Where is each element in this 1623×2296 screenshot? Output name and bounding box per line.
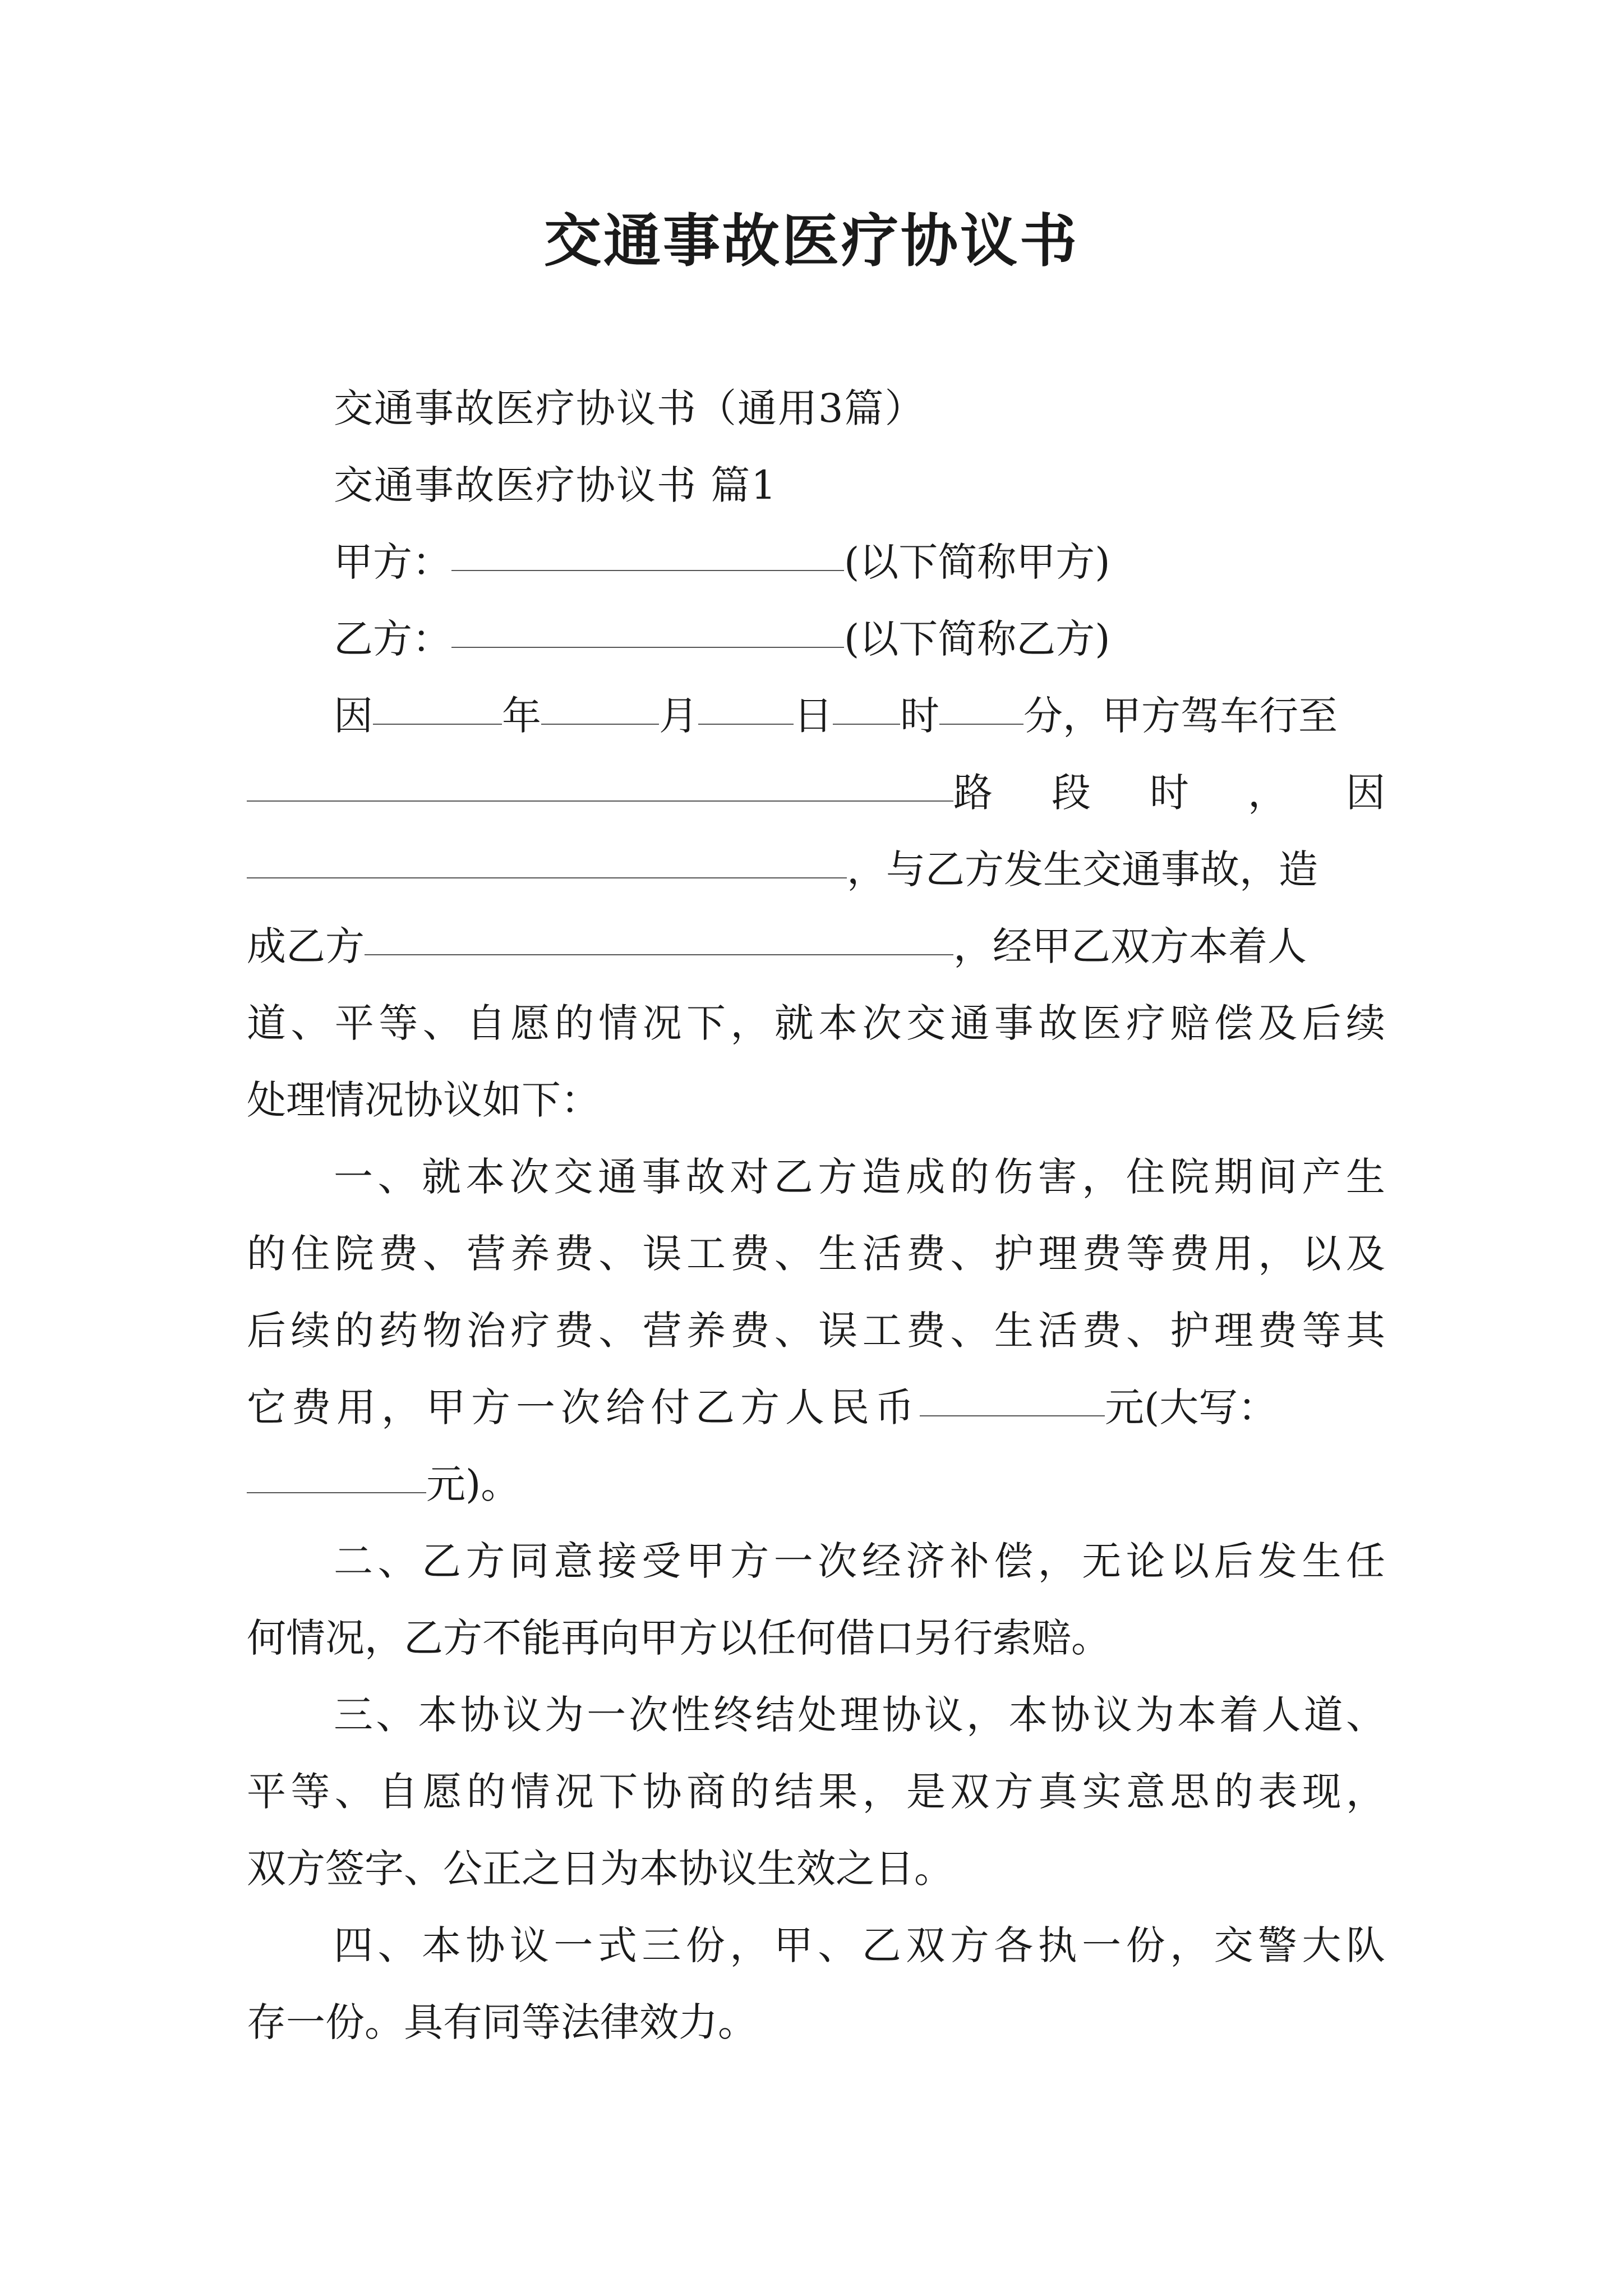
location-blank	[247, 800, 953, 802]
document-body	[247, 370, 1385, 2061]
hour-blank	[833, 724, 900, 725]
party-a-blank	[451, 570, 844, 571]
subtitle: 交通事故医疗协议书（通用3篇）	[334, 385, 925, 431]
amount-blank	[920, 1415, 1105, 1416]
clause-1-line-4-tail: 元(大写：	[1105, 1384, 1278, 1430]
intro-line-4	[247, 908, 1385, 985]
clause-1-line-1: 一、就本次交通事故对乙方造成的伤害，住院期间产生	[334, 1154, 1385, 1200]
intro-minute-tail: 分，甲方驾车行至	[1023, 693, 1338, 739]
intro-line-2-tail: 路 段 时 ， 因	[953, 770, 1385, 816]
clause-4-line-1: 四、本协议一式三份，甲、乙双方各执一份，交警大队	[334, 1922, 1385, 1968]
party-b-line	[247, 601, 1385, 678]
intro-line-1	[247, 678, 1385, 754]
minute-blank	[939, 724, 1023, 725]
month-blank	[541, 724, 659, 725]
intro-day: 日	[794, 693, 833, 739]
document-title: 交通事故医疗协议书	[544, 208, 1079, 275]
clause-2-line-2: 何情况，乙方不能再向甲方以任何借口另行索赔。	[247, 1615, 1110, 1661]
intro-line-4-tail: ，经甲乙双方本着人	[953, 923, 1307, 969]
party-b-label: 乙方：	[334, 616, 451, 662]
intro-line-5: 道、平等、自愿的情况下，就本次交通事故医疗赔偿及后续	[247, 1000, 1385, 1046]
clause-1-line-5	[247, 1446, 1385, 1523]
intro-month: 月	[659, 693, 698, 739]
clause-1-line-3: 后续的药物治疗费、营养费、误工费、生活费、护理费等其	[247, 1308, 1385, 1354]
intro-hour: 时	[900, 693, 939, 739]
injury-blank	[365, 954, 953, 955]
clause-1-line-2: 的住院费、营养费、误工费、生活费、护理费等费用，以及	[247, 1231, 1385, 1277]
clause-3-line-1: 三、本协议为一次性终结处理协议，本协议为本着人道、	[334, 1692, 1385, 1738]
year-blank	[373, 724, 502, 725]
section-heading: 交通事故医疗协议书 篇1	[334, 462, 777, 508]
intro-year: 年	[502, 693, 541, 739]
intro-line-3	[247, 831, 1385, 908]
intro-line-6: 处理情况协议如下：	[247, 1077, 600, 1123]
clause-3-line-3: 双方签字、公正之日为本协议生效之日。	[247, 1846, 953, 1892]
party-a-suffix: (以下简称甲方)	[844, 539, 1110, 585]
day-blank	[698, 724, 794, 725]
party-b-blank	[451, 647, 844, 648]
clause-4-line-2: 存一份。具有同等法律效力。	[247, 1999, 757, 2045]
cause-blank	[247, 877, 847, 878]
intro-line-4-pre: 成乙方	[247, 923, 365, 969]
clause-2-line-1: 二、乙方同意接受甲方一次经济补偿，无论以后发生任	[334, 1538, 1385, 1584]
intro-line-2	[247, 754, 1385, 831]
amount-words-blank	[247, 1492, 426, 1493]
intro-text: 因	[334, 693, 373, 739]
clause-1-line-5-tail: 元)。	[426, 1461, 520, 1507]
clause-1-line-4-pre: 它费用，甲方一次给付乙方人民币	[247, 1384, 920, 1430]
party-b-suffix: (以下简称乙方)	[844, 616, 1110, 662]
party-a-line	[247, 524, 1385, 601]
clause-1-line-4	[247, 1369, 1385, 1446]
party-a-label: 甲方：	[334, 539, 451, 585]
intro-line-3-tail: ，与乙方发生交通事故，造	[847, 846, 1318, 892]
clause-3-line-2: 平等、自愿的情况下协商的结果，是双方真实意思的表现，	[247, 1769, 1385, 1815]
